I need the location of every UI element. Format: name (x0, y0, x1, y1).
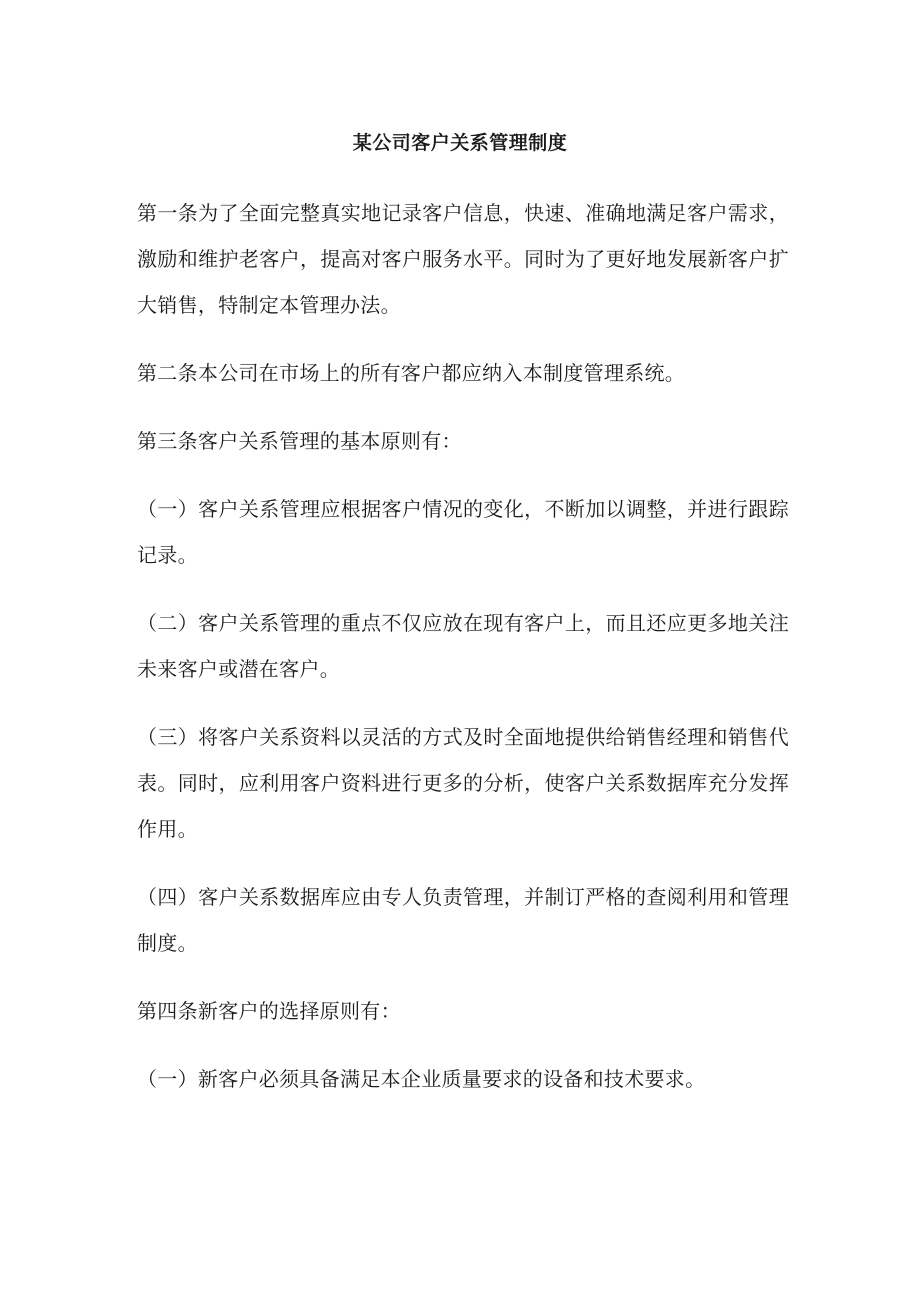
article-3-item-2: （二）客户关系管理的重点不仅应放在现有客户上，而且还应更多地关注未来客户或潜在客户。 (137, 611, 789, 681)
article-4-item-1: （一）新客户必须具备满足本企业质量要求的设备和技术要求。 (137, 1067, 706, 1091)
article-4-paragraph: 第四条新客户的选择原则有： (137, 999, 401, 1023)
article-3-item-1: （一）客户关系管理应根据客户情况的变化，不断加以调整，并进行跟踪记录。 (137, 497, 789, 567)
article-3-item-3: （三）将客户关系资料以灵活的方式及时全面地提供给销售经理和销售代表。同时，应利用客户资料进行更多的分析，使客户关系数据库充分发挥作用。 (137, 725, 789, 841)
document-title: 某公司客户关系管理制度 (352, 132, 568, 154)
article-2-paragraph: 第二条本公司在市场上的所有客户都应纳入本制度管理系统。 (137, 361, 686, 385)
document-body (137, 190, 789, 1124)
article-1-paragraph: 第一条为了全面完整真实地记录客户信息，快速、准确地满足客户需求，激励和维护老客户，提高对客户服务水平。同时为了更好地发展新客户扩大销售，特制定本管理办法。 (137, 201, 789, 317)
article-3-item-4: （四）客户关系数据库应由专人负责管理，并制订严格的查阅利用和管理制度。 (137, 885, 789, 955)
article-3-paragraph: 第三条客户关系管理的基本原则有： (137, 429, 462, 453)
